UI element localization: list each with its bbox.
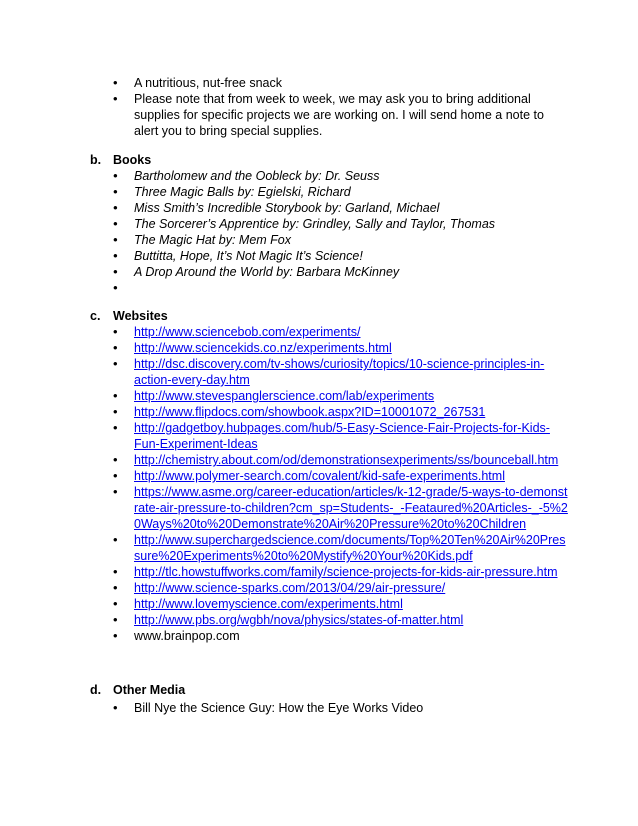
- website-link[interactable]: http://www.flipdocs.com/showbook.aspx?ID=10001072_267531: [134, 405, 486, 419]
- website-link[interactable]: http://chemistry.about.com/od/demonstrationsexperiments/ss/bounceball.htm: [134, 453, 559, 467]
- website-link[interactable]: http://tlc.howstuffworks.com/family/science-projects-for-kids-air-pressure.htm: [134, 565, 558, 579]
- section-heading: [90, 152, 570, 168]
- section-heading: [90, 308, 570, 324]
- website-text: www.brainpop.com: [134, 629, 240, 643]
- section-heading: [90, 682, 570, 698]
- website-item: [107, 580, 570, 596]
- website-link[interactable]: http://www.sciencekids.co.nz/experiments.html: [134, 341, 392, 355]
- book-item: • A Drop Around the World by: Barbara McKinney: [107, 264, 570, 280]
- website-link[interactable]: http://www.sciencebob.com/experiments/: [134, 325, 361, 339]
- book-item-empty: [107, 280, 570, 296]
- section-title: Other Media: [113, 683, 186, 697]
- media-item: • Bill Nye the Science Guy: How the Eye Works Video: [107, 700, 570, 716]
- websites-section: [90, 308, 570, 644]
- list-item: • A nutritious, nut-free snack: [107, 75, 567, 91]
- website-item: [107, 356, 570, 388]
- website-item: [107, 420, 570, 452]
- website-item: [107, 324, 570, 340]
- website-link[interactable]: http://gadgetboy.hubpages.com/hub/5-Easy-Science-Fair-Projects-for-Kids-Fun-Experiment-Ideas: [134, 421, 550, 451]
- website-item: [107, 340, 570, 356]
- books-section: [90, 152, 570, 296]
- book-item: • Bartholomew and the Oobleck by: Dr. Seuss: [107, 168, 570, 184]
- other-media-section: [90, 682, 570, 716]
- book-item: • Three Magic Balls by: Egielski, Richard: [107, 184, 570, 200]
- section-title: Books: [113, 153, 152, 167]
- book-item: • The Magic Hat by: Mem Fox: [107, 232, 570, 248]
- website-item: [107, 468, 570, 484]
- website-item: [107, 612, 570, 628]
- website-link[interactable]: https://www.asme.org/career-education/articles/k-12-grade/5-ways-to-demonstrate-air-pressure-to-children?cm_sp=Students-_-Feataured%20Articles-_-5%20Ways%20to%20Demonstrate%20Air%20Pressure%20to%20Children: [134, 485, 568, 531]
- website-link[interactable]: http://www.superchargedscience.com/documents/Top%20Ten%20Air%20Pressure%20Experiments%20to%20Mystify%20Your%20Kids.pdf: [134, 533, 566, 563]
- website-link[interactable]: http://www.lovemyscience.com/experiments.html: [134, 597, 403, 611]
- website-link[interactable]: http://www.pbs.org/wgbh/nova/physics/states-of-matter.html: [134, 613, 464, 627]
- website-item: [107, 564, 570, 580]
- website-item: [107, 404, 570, 420]
- section-letter: d.: [90, 683, 102, 697]
- website-item: [107, 628, 570, 644]
- book-item: • Buttitta, Hope, It’s Not Magic It’s Science!: [107, 248, 570, 264]
- website-item: [107, 388, 570, 404]
- book-item: • Miss Smith’s Incredible Storybook by: Garland, Michael: [107, 200, 570, 216]
- website-item: [107, 484, 570, 532]
- websites-list: [107, 324, 570, 644]
- website-link[interactable]: http://www.polymer-search.com/covalent/kid-safe-experiments.html: [134, 469, 505, 483]
- website-link[interactable]: http://www.science-sparks.com/2013/04/29/air-pressure/: [134, 581, 446, 595]
- supplies-list: [107, 75, 567, 139]
- list-item: • Please note that from week to week, we may ask you to bring additional supplies for specific projects we are working on. I will send home a note to alert you to bring special supplies.: [107, 91, 567, 139]
- section-letter: c.: [90, 309, 101, 323]
- website-link[interactable]: http://dsc.discovery.com/tv-shows/curiosity/topics/10-science-principles-in-action-every-day.htm: [134, 357, 545, 387]
- website-link[interactable]: http://www.stevespanglerscience.com/lab/experiments: [134, 389, 435, 403]
- website-item: [107, 452, 570, 468]
- section-title: Websites: [113, 309, 168, 323]
- website-item: [107, 532, 570, 564]
- section-letter: b.: [90, 153, 102, 167]
- website-item: [107, 596, 570, 612]
- other-media-list: [107, 700, 570, 716]
- book-item: • The Sorcerer’s Apprentice by: Grindley, Sally and Taylor, Thomas: [107, 216, 570, 232]
- books-list: [107, 168, 570, 296]
